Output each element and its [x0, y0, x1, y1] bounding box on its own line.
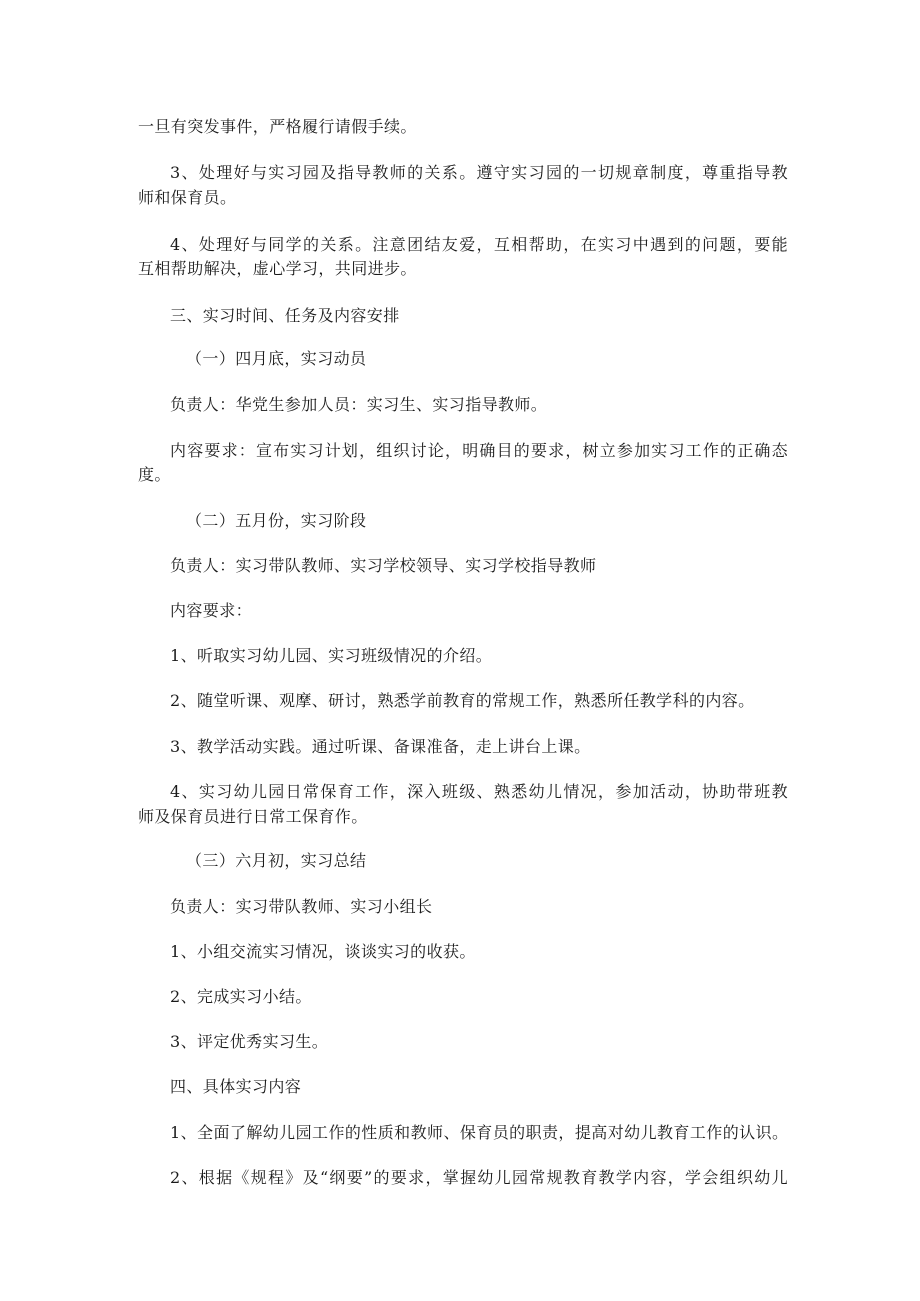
text-line: 一旦有突发事件，严格履行请假手续。	[138, 117, 417, 136]
text-line: 内容要求：宣布实习计划，组织讨论，明确目的要求，树立参加实习工作的正确态	[170, 441, 788, 460]
list-item: 1、听取实习幼儿园、实习班级情况的介绍。	[170, 646, 493, 665]
list-item: 2、完成实习小结。	[170, 987, 312, 1006]
text-line: 互相帮助解决，虚心学习，共同进步。	[138, 259, 417, 278]
list-item: 1、小组交流实习情况，谈谈实习的收获。	[170, 942, 476, 961]
section-heading: 三、实习时间、任务及内容安排	[170, 306, 400, 325]
list-item: 4、实习幼儿园日常保育工作，深入班级、熟悉幼儿情况，参加活动，协助带班教	[170, 782, 788, 801]
text-line: 师及保育员进行日常工保育作。	[138, 807, 368, 826]
subsection-heading: （一）四月底，实习动员	[186, 349, 367, 368]
subsection-heading: （二）五月份，实习阶段	[186, 511, 367, 530]
list-item: 3、评定优秀实习生。	[170, 1032, 329, 1051]
text-line: 3、处理好与实习园及指导教师的关系。遵守实习园的一切规章制度，尊重指导教	[170, 163, 788, 182]
text-line: 负责人：华党生参加人员：实习生、实习指导教师。	[170, 395, 548, 414]
section-heading: 四、具体实习内容	[170, 1077, 302, 1096]
list-item: 2、根据《规程》及“纲要”的要求，掌握幼儿园常规教育教学内容，学会组织幼儿	[170, 1168, 788, 1187]
list-item: 2、随堂听课、观摩、研讨，熟悉学前教育的常规工作，熟悉所任教学科的内容。	[170, 691, 755, 710]
text-line: 负责人：实习带队教师、实习小组长	[170, 897, 433, 916]
list-item: 1、全面了解幼儿园工作的性质和教师、保育员的职责，提高对幼儿教育工作的认识。	[170, 1123, 788, 1142]
text-line: 师和保育员。	[138, 188, 237, 207]
list-item: 3、教学活动实践。通过听课、备课准备，走上讲台上课。	[170, 737, 591, 756]
text-line: 内容要求：	[170, 601, 253, 620]
text-line: 4、处理好与同学的关系。注意团结友爱，互相帮助，在实习中遇到的问题，要能	[170, 235, 788, 254]
text-line: 负责人：实习带队教师、实习学校领导、实习学校指导教师	[170, 556, 597, 575]
text-line: 度。	[138, 465, 171, 484]
subsection-heading: （三）六月初，实习总结	[186, 851, 367, 870]
